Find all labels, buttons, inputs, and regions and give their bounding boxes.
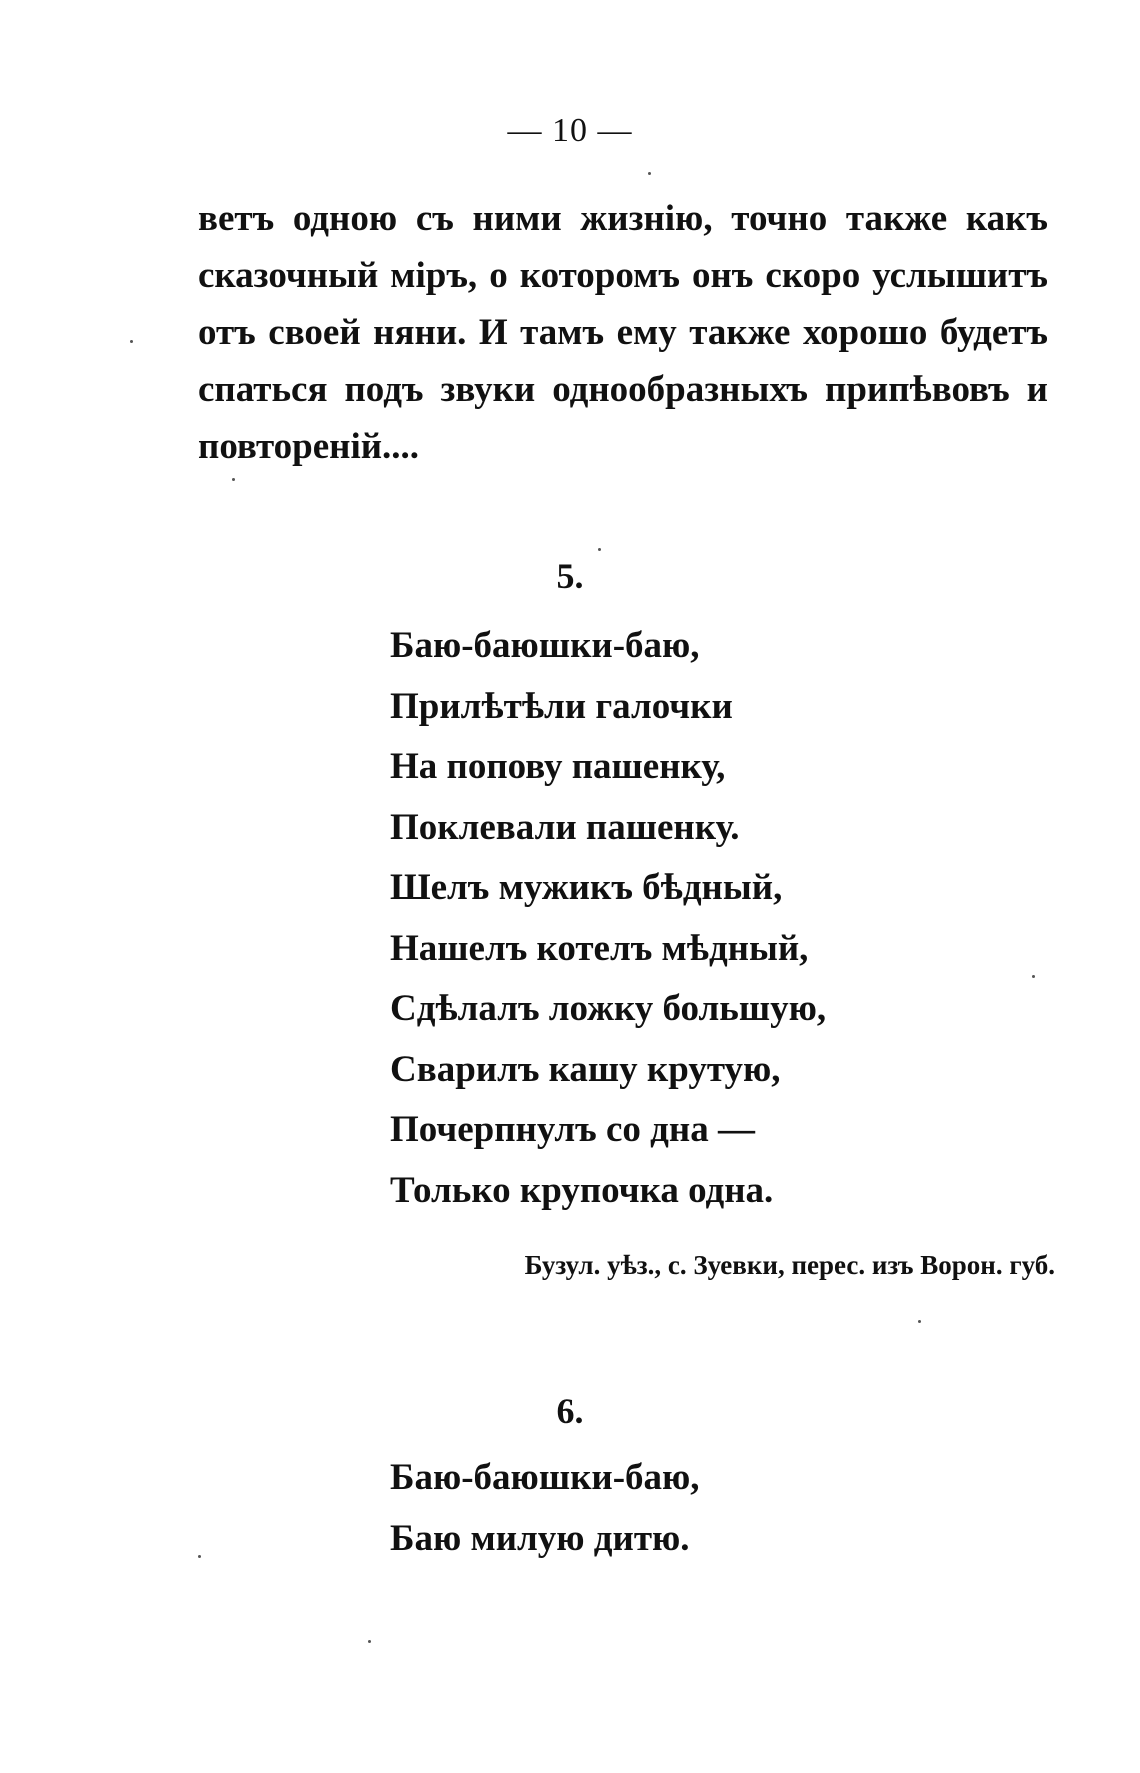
section-number-6: 6. bbox=[556, 1391, 584, 1431]
verse-line: Баю милую дитю. bbox=[390, 1517, 690, 1559]
page-number: — 10 — bbox=[507, 112, 633, 149]
verse-line: Нашелъ котелъ мѣдный, bbox=[390, 927, 809, 969]
scan-speck bbox=[598, 548, 601, 551]
scan-speck bbox=[130, 340, 133, 343]
scan-speck bbox=[648, 172, 651, 175]
source-attribution: Бузул. уѣз., с. Зуевки, перес. изъ Ворон. губ. bbox=[524, 1250, 1055, 1280]
verse-line: Прилѣтѣли галочки bbox=[390, 685, 733, 727]
verse-line: Баю-баюшки-баю, bbox=[390, 1457, 700, 1498]
prose-line: отъ своей няни. И тамъ ему также хорошо будетъ bbox=[198, 312, 1048, 353]
verse-line: Баю-баюшки-баю, bbox=[390, 625, 700, 666]
prose-line: повтореній.... bbox=[198, 426, 420, 467]
verse-line: Шелъ мужикъ бѣдный, bbox=[390, 867, 783, 908]
verse-line: Сдѣлалъ ложку большую, bbox=[390, 988, 827, 1029]
verse-line: Поклевали пашенку. bbox=[390, 806, 740, 848]
prose-line: спаться подъ звуки однообразныхъ припѣвовъ и bbox=[198, 369, 1048, 410]
scan-speck bbox=[918, 1320, 921, 1323]
prose-paragraph bbox=[198, 190, 1048, 475]
verse-line: На попову пашенку, bbox=[390, 746, 726, 787]
verse-section-5 bbox=[390, 616, 826, 1221]
scan-speck bbox=[1032, 975, 1035, 978]
scan-speck bbox=[232, 478, 235, 481]
prose-line: сказочный міръ, о которомъ онъ скоро услышитъ bbox=[198, 255, 1048, 296]
scan-speck bbox=[198, 1555, 201, 1558]
verse-line: Почерпнулъ со дна — bbox=[390, 1109, 755, 1150]
section-number-5: 5. bbox=[556, 556, 584, 596]
verse-line: Только крупочка одна. bbox=[390, 1169, 774, 1211]
verse-section-6 bbox=[390, 1448, 700, 1569]
scan-speck bbox=[368, 1640, 371, 1643]
verse-line: Сварилъ кашу крутую, bbox=[390, 1048, 781, 1090]
prose-line: ветъ одною съ ними жизнію, точно также какъ bbox=[198, 198, 1048, 239]
